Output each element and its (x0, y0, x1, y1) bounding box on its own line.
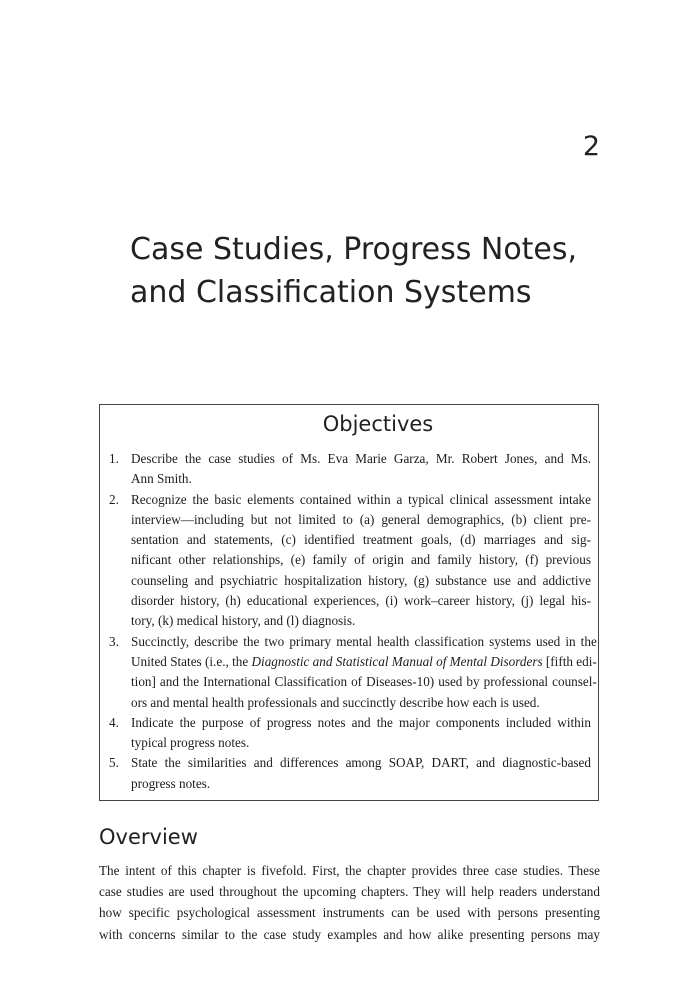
overview-line: case studies are used throughout the upcoming chapters. They will help readers understand (99, 884, 600, 900)
objective-number: 5. (109, 755, 119, 771)
objective-line: Ann Smith. (131, 471, 192, 487)
objective-text (131, 490, 591, 632)
objectives-heading: Objectives (322, 412, 434, 436)
objective-line: Succinctly, describe the two primary mental health classification systems used in the (131, 633, 597, 649)
objective-number: 4. (109, 714, 119, 730)
dsm-title: Diagnostic and Statistical Manual of Mental Disorders (251, 653, 543, 669)
overview-line: The intent of this chapter is fivefold. First, the chapter provides three case studies. These (99, 863, 600, 878)
overview-line: how specific psychological assessment instruments can be used with persons presenting (99, 905, 600, 921)
objective-line-part: [fifth edi- (542, 653, 597, 669)
chapter-number: 2 (582, 131, 600, 162)
objective-line: typical progress notes. (131, 735, 250, 751)
objectives-box (99, 404, 599, 801)
objective-line: counseling and psychiatric hospitalization history, (g) substance use and addictive (131, 572, 591, 588)
objective-line: progress notes. (131, 775, 211, 791)
objective-line: interview—including but not limited to (a) general demographics, (b) client pre- (131, 511, 591, 527)
objective-item (109, 753, 591, 794)
objective-line (131, 652, 597, 672)
overview-heading: Overview (99, 825, 198, 849)
objective-line: ors and mental health professionals and succinctly describe how each is used. (131, 694, 540, 710)
objective-number: 3. (109, 633, 119, 649)
overview-line: with concerns similar to the case study examples and how alike presenting persons may (99, 926, 600, 942)
objective-line: tory, (k) medical history, and (l) diagnosis. (131, 613, 356, 629)
objective-line-part: United States (i.e., the (131, 653, 252, 669)
objective-item (109, 490, 591, 632)
objective-text (131, 449, 591, 490)
objective-line: disorder history, (h) educational experiences, (i) work–career history, (j) legal his- (131, 593, 591, 609)
objective-line: Recognize the basic elements contained within a typical clinical assessment intake (131, 491, 591, 507)
objective-line: State the similarities and differences among SOAP, DART, and diagnostic-based (131, 755, 591, 771)
objective-item (109, 449, 591, 490)
objective-line: nificant other relationships, (e) family of origin and family history, (f) previous (131, 552, 591, 568)
overview-paragraph (99, 860, 600, 945)
objective-text (131, 632, 597, 713)
objective-line: tion] and the International Classification of Diseases-10) used by professional counsel- (131, 674, 597, 690)
objective-text (131, 753, 591, 794)
objective-line: sentation and statements, (c) identified treatment goals, (d) marriages and sig- (131, 532, 591, 548)
objective-line: Describe the case studies of Ms. Eva Marie Garza, Mr. Robert Jones, and Ms. (131, 451, 591, 466)
objective-line: Indicate the purpose of progress notes and the major components included within (131, 714, 591, 730)
objective-number: 1. (109, 451, 119, 466)
chapter-title-line: and Classification Systems (130, 275, 532, 310)
chapter-title-line: Case Studies, Progress Notes, (130, 232, 578, 267)
objective-text (131, 713, 591, 754)
objectives-list (109, 449, 597, 794)
chapter-title (130, 228, 630, 314)
objective-number: 2. (109, 491, 119, 507)
objective-item (109, 632, 597, 713)
objective-item (109, 713, 591, 754)
